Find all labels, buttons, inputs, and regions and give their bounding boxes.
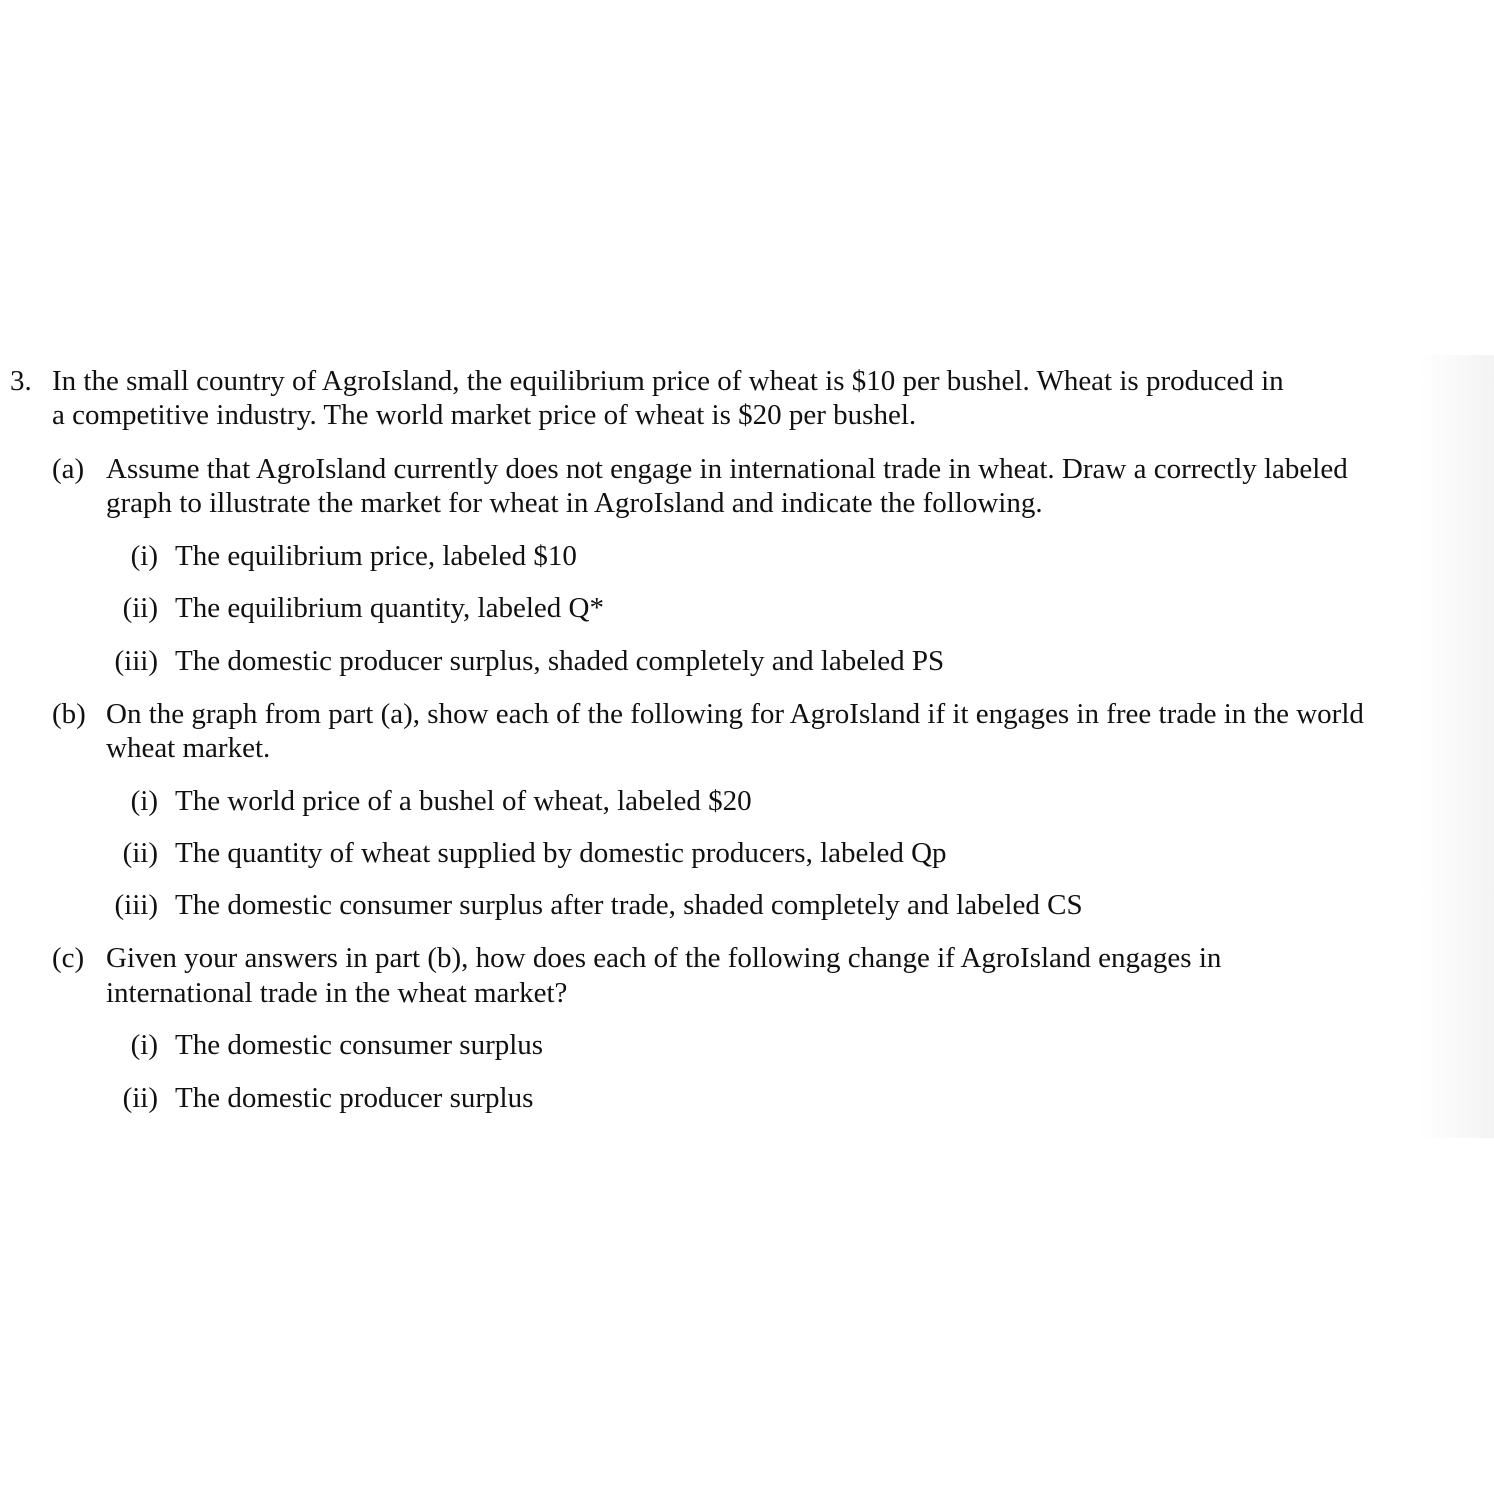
- part-a-item-1-text: The equilibrium price, labeled $10: [175, 540, 577, 572]
- question-number: 3.: [10, 365, 32, 397]
- part-b-item-3-label: (iii): [114, 889, 158, 921]
- part-b-item-2-text: The quantity of wheat supplied by domestic producers, labeled Qp: [175, 837, 947, 869]
- part-a-item-3-text: The domestic producer surplus, shaded completely and labeled PS: [175, 645, 945, 677]
- part-a-text-line-1: Assume that AgroIsland currently does not engage in international trade in wheat. Draw a correctly labeled: [106, 453, 1348, 485]
- part-c-item-1-label: (i): [130, 1029, 158, 1061]
- part-a-item-2-label: (ii): [122, 592, 158, 624]
- part-a-text-line-2: graph to illustrate the market for wheat in AgroIsland and indicate the following.: [106, 487, 1043, 519]
- part-c-item-1-text: The domestic consumer surplus: [175, 1029, 544, 1061]
- part-b-text-line-2: wheat market.: [106, 732, 271, 764]
- part-b-label: (b): [52, 698, 86, 730]
- part-b-item-2-label: (ii): [122, 837, 158, 869]
- part-a-item-3-label: (iii): [114, 645, 158, 677]
- part-c-text-line-1: Given your answers in part (b), how does each of the following change if AgroIsland engages in: [106, 942, 1222, 974]
- part-a-item-2-text: The equilibrium quantity, labeled Q*: [175, 592, 604, 624]
- part-a-label: (a): [52, 453, 85, 485]
- part-c-item-2-label: (ii): [122, 1082, 158, 1114]
- part-b-item-3-text: The domestic consumer surplus after trade, shaded completely and labeled CS: [175, 889, 1083, 921]
- question-text-line-2: a competitive industry. The world market price of wheat is $20 per bushel.: [52, 399, 917, 431]
- part-c-label: (c): [52, 942, 85, 974]
- question-text-line-1: In the small country of AgroIsland, the equilibrium price of wheat is $10 per bushel. Wheat is produced in: [52, 365, 1284, 397]
- part-b-text-line-1: On the graph from part (a), show each of the following for AgroIsland if it engages in free trade in the world: [106, 698, 1364, 730]
- part-a-item-1-label: (i): [130, 540, 158, 572]
- part-c-item-2-text: The domestic producer surplus: [175, 1082, 534, 1114]
- part-b-item-1-text: The world price of a bushel of wheat, labeled $20: [175, 785, 752, 817]
- part-b-item-1-label: (i): [130, 785, 158, 817]
- part-c-text-line-2: international trade in the wheat market?: [106, 977, 568, 1009]
